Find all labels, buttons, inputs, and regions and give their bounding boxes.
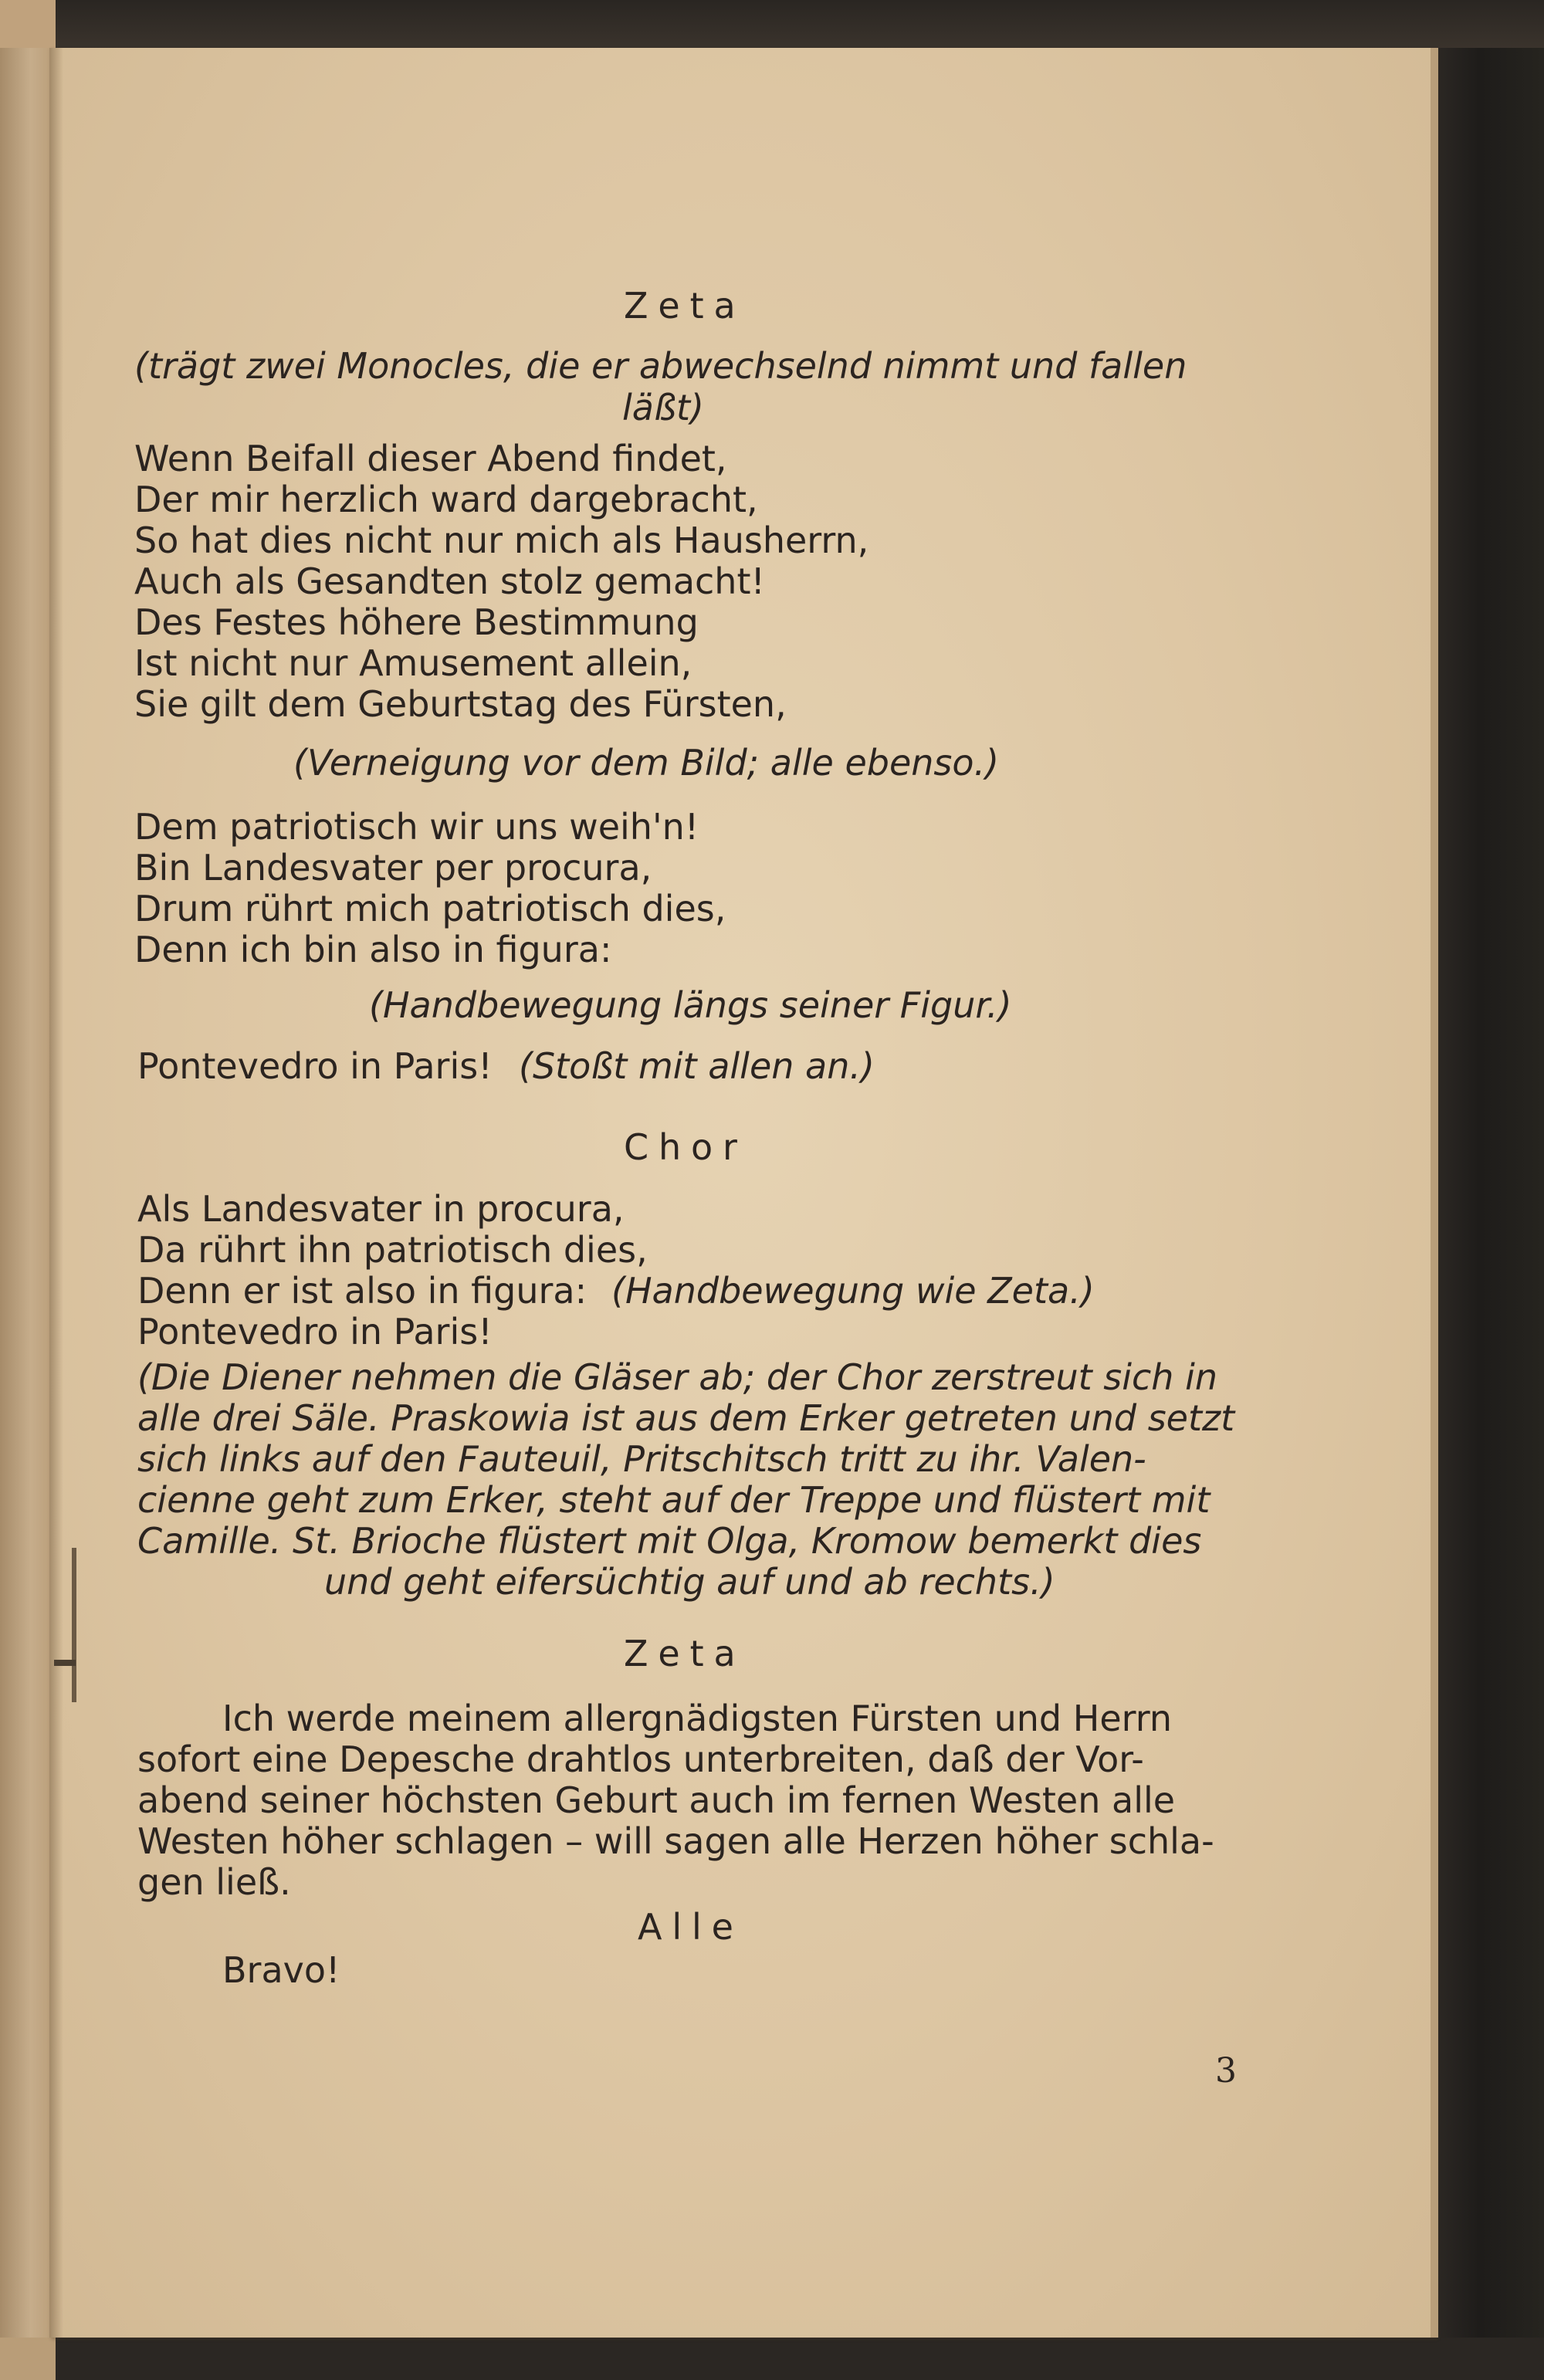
verse-line: Sie gilt dem Geburtstag des Fürsten, xyxy=(134,683,787,725)
stage-direction: (Verneigung vor dem Bild; alle ebenso.) xyxy=(293,742,1000,784)
stage-direction-line: alle drei Säle. Praskowia ist aus dem Erker getreten und setzt xyxy=(137,1397,1235,1439)
stage-direction-line: sich links auf den Fauteuil, Pritschitsch tritt zu ihr. Valen- xyxy=(137,1438,1146,1480)
verse-line: Des Festes höhere Bestimmung xyxy=(134,601,699,643)
verse-line: Der mir herzlich ward dargebracht, xyxy=(134,479,758,520)
prose-line: abend seiner höchsten Geburt auch im fernen Westen alle xyxy=(137,1779,1176,1821)
stage-direction-line: und geht eifersüchtig auf und ab rechts.) xyxy=(324,1561,1055,1603)
verse-line: Bin Landesvater per procura, xyxy=(134,847,652,889)
stage-direction-line: Camille. St. Brioche flüstert mit Olga, Kromow bemerkt dies xyxy=(137,1520,1202,1562)
verse-line: Da rührt ihn patriotisch dies, xyxy=(137,1229,648,1271)
stage-direction: läßt) xyxy=(622,387,704,428)
stage-direction: (Stoßt mit allen an.) xyxy=(519,1045,875,1087)
stage-direction-line: cienne geht zum Erker, steht auf der Treppe und flüstert mit xyxy=(137,1479,1210,1521)
verse-line: Pontevedro in Paris! xyxy=(137,1045,493,1087)
stage-direction: (Handbewegung wie Zeta.) xyxy=(611,1270,1095,1312)
reply-line: Bravo! xyxy=(222,1949,340,1991)
verse-line: So hat dies nicht nur mich als Hausherrn, xyxy=(134,520,869,561)
prose-line: Ich werde meinem allergnädigsten Fürsten und Herrn xyxy=(222,1698,1172,1739)
prose-line: gen ließ. xyxy=(137,1861,291,1903)
stage-direction-line: (Die Diener nehmen die Gläser ab; der Chor zerstreut sich in xyxy=(137,1356,1218,1398)
verse-line: Dem patriotisch wir uns weih'n! xyxy=(134,806,699,848)
verse-line: Als Landesvater in procura, xyxy=(137,1188,625,1230)
verse-line: Ist nicht nur Amusement allein, xyxy=(134,642,692,684)
speaker-heading-zeta: Zeta xyxy=(624,1633,746,1674)
stage-direction: (trägt zwei Monocles, die er abwechselnd nimmt und fallen xyxy=(134,345,1187,387)
stage-direction: (Handbewegung längs seiner Figur.) xyxy=(369,984,1012,1026)
verse-line: Wenn Beifall dieser Abend findet, xyxy=(134,438,727,479)
speaker-heading-chor: Chor xyxy=(624,1126,747,1168)
prose-line: Westen höher schlagen – will sagen alle Herzen höher schla- xyxy=(137,1820,1214,1862)
speaker-heading-zeta: Zeta xyxy=(624,285,746,327)
verse-line: Auch als Gesandten stolz gemacht! xyxy=(134,560,765,602)
speaker-heading-alle: Alle xyxy=(638,1906,743,1948)
prose-line: sofort eine Depesche drahtlos unterbreiten, daß der Vor- xyxy=(137,1738,1144,1780)
verse-line: Drum rührt mich patriotisch dies, xyxy=(134,888,726,929)
verse-line: Denn er ist also in figura: xyxy=(137,1270,587,1312)
verse-line: Pontevedro in Paris! xyxy=(137,1311,493,1353)
verse-line: Denn ich bin also in figura: xyxy=(134,929,612,970)
page-number: 3 xyxy=(1215,2051,1237,2091)
